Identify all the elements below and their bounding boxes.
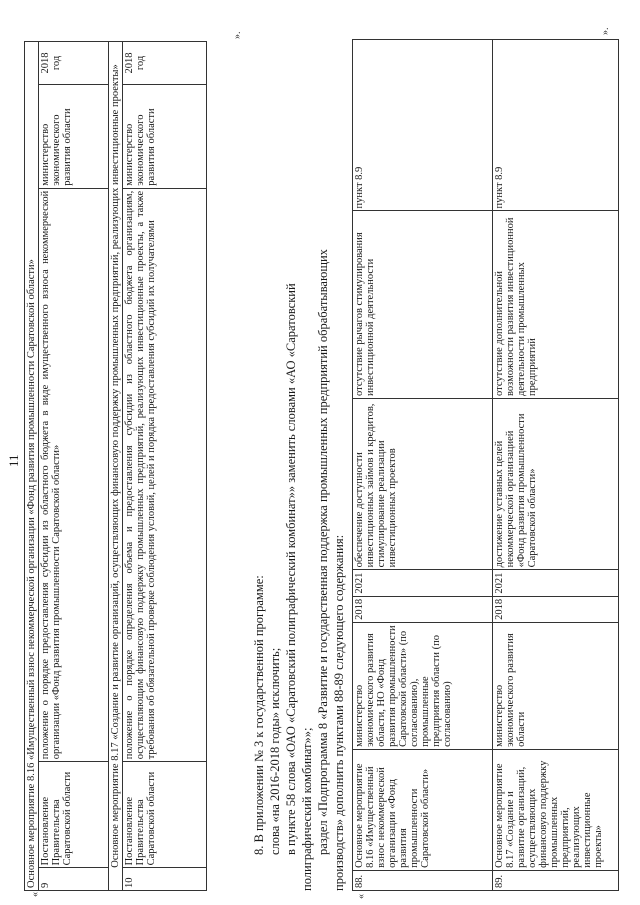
bottom-table [352, 39, 619, 891]
document-type: Постановление Правительства Саратовской области [123, 762, 207, 868]
paragraph-replace-continued: полиграфический комбинат»»; [300, 727, 314, 891]
top-table-row [39, 42, 109, 891]
indicator-link: пункт 8.9 [353, 40, 493, 211]
executor: министерство экономического развития области, НО «Фонд развития промышленности Саратовской области» (по согласованию), промышленные предприятия области (по согласованию) [353, 622, 493, 749]
expected-result: достижение уставных целей некоммерческой организацией «Фонд развития промышленности Саратовской области» [493, 399, 619, 570]
row-number: 10 [123, 868, 207, 891]
table-row [493, 40, 619, 891]
executor: министерство экономического развития области [39, 84, 109, 188]
paragraph-appendix: 8. В приложении № 3 к государственной программе: [252, 575, 266, 855]
top-table-header-row [25, 42, 39, 891]
row-number: 9 [39, 868, 109, 891]
end-year: 2021 [493, 570, 619, 596]
year: 2018 год [123, 42, 207, 85]
year: 2018 год [39, 42, 109, 85]
start-year: 2018 [493, 596, 619, 622]
paragraph-section: раздел «Подпрограмма 8 «Развитие и государственная поддержка промышленных предприятий обрабатывающих [316, 249, 330, 855]
quote-open-mark: « [30, 892, 41, 897]
top-table-header-cell: Основное мероприятие 8.17 «Создание и развитие организаций, осуществляющих финансовую поддержку промышленных предприятий, реализующих инвестиционные проекты» [109, 42, 123, 891]
consequences: отсутствие дополнительной возможности развития инвестиционной деятельности промышленных предприятий [493, 211, 619, 399]
quote-close-mark: ». [232, 31, 243, 39]
paragraph-section-continued: производств» дополнить пунктами 88-89 следующего содержания: [332, 534, 346, 891]
measure-name: Основное мероприятие 8.16 «Имущественный взнос некоммерческой организации «Фонд развития промышленности Саратовской области» [353, 749, 493, 870]
start-year: 2018 [353, 596, 493, 622]
paragraph-delete: слова «на 2016-2018 годы» исключить; [268, 647, 282, 855]
paragraph-replace: в пункте 58 слова «ОАО «Саратовский полиграфический комбинат»» заменить словами «АО «Саратовский [284, 283, 298, 855]
top-table-header-row [109, 42, 123, 891]
executor: министерство экономического развития области [123, 84, 207, 188]
end-year: 2021 [353, 570, 493, 596]
table-row [353, 40, 493, 891]
quote-close-mark: ». [600, 27, 611, 35]
top-table-row [123, 42, 207, 891]
document-description: положение о порядке предоставления субсидии из областного бюджета в виде имущественного взноса некоммерческой организации «Фонд развития промышленности Саратовской области» [39, 188, 109, 762]
row-number: 89. [493, 870, 619, 890]
document-description: положение о порядке определения объема и предоставления субсидии из областного бюджета организациям, осуществляющим финансовую поддержку промышленных предприятий, реализующих инвестиционные проекты, а также требования об обязательной проверке соблюдения условий, целей и порядка предоставления субсидий их получателями [123, 188, 207, 762]
measure-name: Основное мероприятие 8.17 «Создание и развитие организаций, осуществляющих финансовую поддержку промышленных предприятий, реализующих инвестиционные проекты» [493, 749, 619, 870]
quote-open-mark: « [356, 894, 367, 899]
document-type: Постановление Правительства Саратовской области [39, 762, 109, 868]
indicator-link: пункт 8.9 [493, 40, 619, 211]
top-table-header-cell: Основное мероприятие 8.16 «Имущественный взнос некоммерческой организации «Фонд развития промышленности Саратовской области» [25, 42, 39, 891]
consequences: отсутствие рычагов стимулирования инвестиционной деятельности [353, 211, 493, 399]
row-number: 88. [353, 870, 493, 890]
executor: министерство экономического развития области [493, 622, 619, 749]
top-table [24, 41, 207, 891]
page-number: 11 [6, 454, 21, 467]
expected-result: обеспечение доступности инвестиционных займов и кредитов, стимулирование реализации инвестиционных проектов [353, 399, 493, 570]
